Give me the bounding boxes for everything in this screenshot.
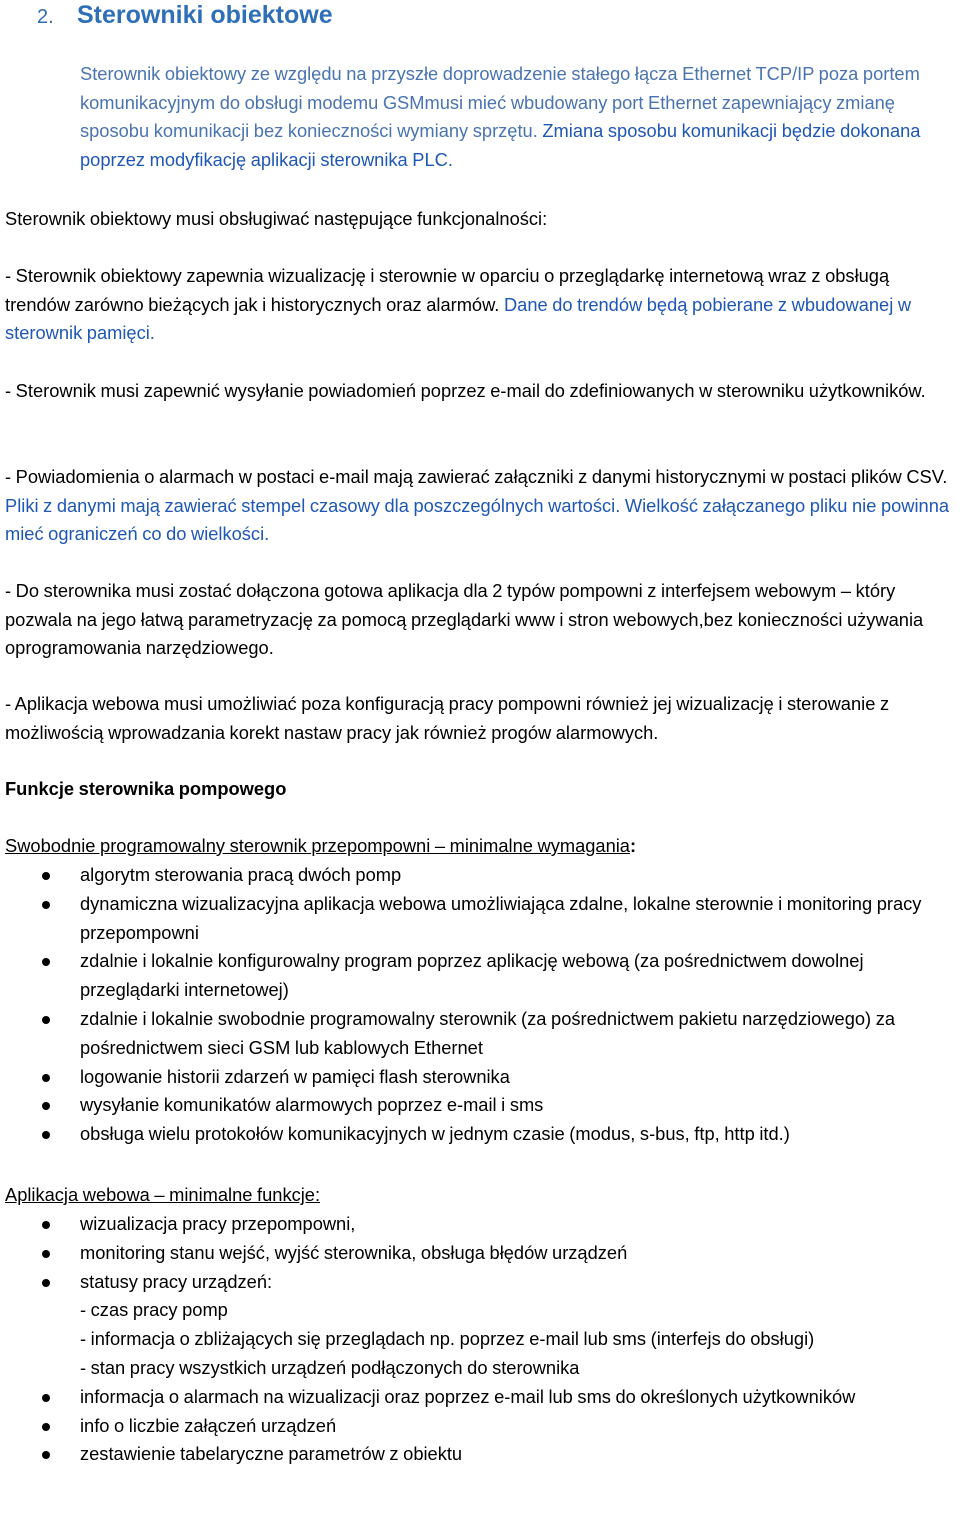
bullet-icon	[42, 1279, 50, 1287]
sub-item: - informacja o zbliżających się przeglądach np. poprzez e-mail lub sms (interfejs do obsługi)	[80, 1328, 815, 1350]
list-item: dynamiczna wizualizacyjna aplikacja webowa umożliwiająca zdalne, lokalne sterownie i monitoring pracy przepompowni	[0, 890, 955, 948]
list-item: wizualizacja pracy przepompowni,	[0, 1210, 955, 1239]
bullet-icon	[42, 958, 50, 966]
list-item: logowanie historii zdarzeń w pamięci flash sterownika	[0, 1063, 955, 1092]
paragraph-alarms-b: Pliki z danymi mają zawierać stempel czasowy dla poszczególnych wartości. Wielkość załączanego pliku nie powinna mieć ograniczeń co do wielkości.	[5, 494, 950, 545]
bullet-icon	[42, 1074, 50, 1082]
intro-paragraph	[80, 60, 955, 174]
app-functions-title: Aplikacja webowa – minimalne funkcje:	[5, 1184, 321, 1205]
list-item: statusy pracy urządzeń: - czas pracy pomp - informacja o zbliżających się przeglądach np. poprzez e-mail lub sms (interfejs do obsługi) - stan pracy wszystkich urządzeń podłączonych do sterownika	[0, 1268, 955, 1383]
list-item: obsługa wielu protokołów komunikacyjnych w jednym czasie (modus, s-bus, ftp, http itd.)	[0, 1120, 955, 1149]
bullet-icon	[42, 1451, 50, 1459]
bullet-icon	[42, 1016, 50, 1024]
section-heading	[37, 0, 333, 32]
paragraph-alarms	[5, 463, 955, 549]
section-title: Funkcje sterownika pompowego	[5, 778, 287, 799]
bullet-icon	[42, 1423, 50, 1431]
intro-text-b: Zmiana sposobu komunikacji będzie dokonana poprzez modyfikację aplikacji sterownika PLC.	[80, 120, 921, 170]
list-item: algorytm sterowania pracą dwóch pomp	[0, 861, 955, 890]
paragraph-visualization	[5, 262, 955, 348]
list-item: informacja o alarmach na wizualizacji oraz poprzez e-mail lub sms do określonych użytkowników	[0, 1383, 955, 1412]
bullet-icon	[42, 1131, 50, 1139]
list-item: wysyłanie komunikatów alarmowych poprzez e-mail i sms	[0, 1091, 955, 1120]
bullet-icon	[42, 901, 50, 909]
requirements-title-text: Swobodnie programowalny sterownik przepompowni – minimalne wymagania	[5, 835, 630, 856]
app-functions-list	[0, 1210, 955, 1469]
paragraph-application: - Do sterownika musi zostać dołączona gotowa aplikacja dla 2 typów pompowni z interfejsem webowym – który pozwala na jego łatwą parametryzację za pomocą przeglądarki www i stron webowych,bez konieczności używania oprogramowania narzędziowego.	[5, 580, 924, 659]
paragraph-functions-intro: Sterownik obiektowy musi obsługiwać następujące funkcjonalności:	[5, 208, 548, 229]
sub-item: - stan pracy wszystkich urządzeń podłączonych do sterownika	[80, 1356, 580, 1378]
bullet-icon	[42, 1250, 50, 1258]
heading-number: 2.	[37, 6, 54, 28]
paragraph-alarms-a: - Powiadomienia o alarmach w postaci e-mail mają zawierać załączniki z danymi historycznymi w postaci plików CSV.	[5, 466, 948, 487]
requirements-title-colon: :	[629, 835, 637, 856]
sub-item: - czas pracy pomp	[80, 1299, 228, 1321]
bullet-icon	[42, 1394, 50, 1402]
heading-title: Sterowniki obiektowe	[77, 1, 333, 29]
paragraph-notifications: - Sterownik musi zapewnić wysyłanie powiadomień poprzez e-mail do zdefiniowanych w sterowniku użytkowników.	[5, 380, 926, 401]
list-item: zdalnie i lokalnie swobodnie programowalny sterownik (za pośrednictwem pakietu narzędziowego) za pośrednictwem sieci GSM lub kablowych Ethernet	[0, 1005, 955, 1063]
list-item: zdalnie i lokalnie konfigurowalny program poprzez aplikację webową (za pośrednictwem dowolnej przeglądarki internetowej)	[0, 947, 955, 1005]
requirements-title	[5, 832, 955, 861]
intro-text-a: Sterownik obiektowy ze względu na przyszłe doprowadzenie stałego łącza Ethernet TCP/IP poza portem komunikacyjnym do obsługi modemu GSMmusi mieć wbudowany port Ethernet zapewniający zmianę sposobu komunikacji bez konieczności wymiany sprzętu.	[80, 63, 920, 142]
bullet-icon	[42, 1221, 50, 1229]
list-item: info o liczbie załączeń urządzeń	[0, 1412, 955, 1441]
paragraph-web-app: - Aplikacja webowa musi umożliwiać poza konfiguracją pracy pompowni również jej wizualizację i sterowanie z możliwością wprowadzania korekt nastaw pracy jak również progów alarmowych.	[5, 693, 890, 743]
bullet-icon	[42, 1102, 50, 1110]
paragraph-visualization-a: - Sterownik obiektowy zapewnia wizualizację i sterownie w oparciu o przeglądarkę internetową wraz z obsługą trendów zarówno bieżących jak i historycznych oraz alarmów.	[5, 265, 890, 315]
list-item: zestawienie tabelaryczne parametrów z obiektu	[0, 1440, 955, 1469]
requirements-list	[0, 861, 955, 1149]
paragraph-visualization-b: Dane do trendów będą pobierane z wbudowanej w sterownik pamięci.	[5, 293, 912, 344]
bullet-icon	[42, 872, 50, 880]
list-item: monitoring stanu wejść, wyjść sterownika, obsługa błędów urządzeń	[0, 1239, 955, 1268]
